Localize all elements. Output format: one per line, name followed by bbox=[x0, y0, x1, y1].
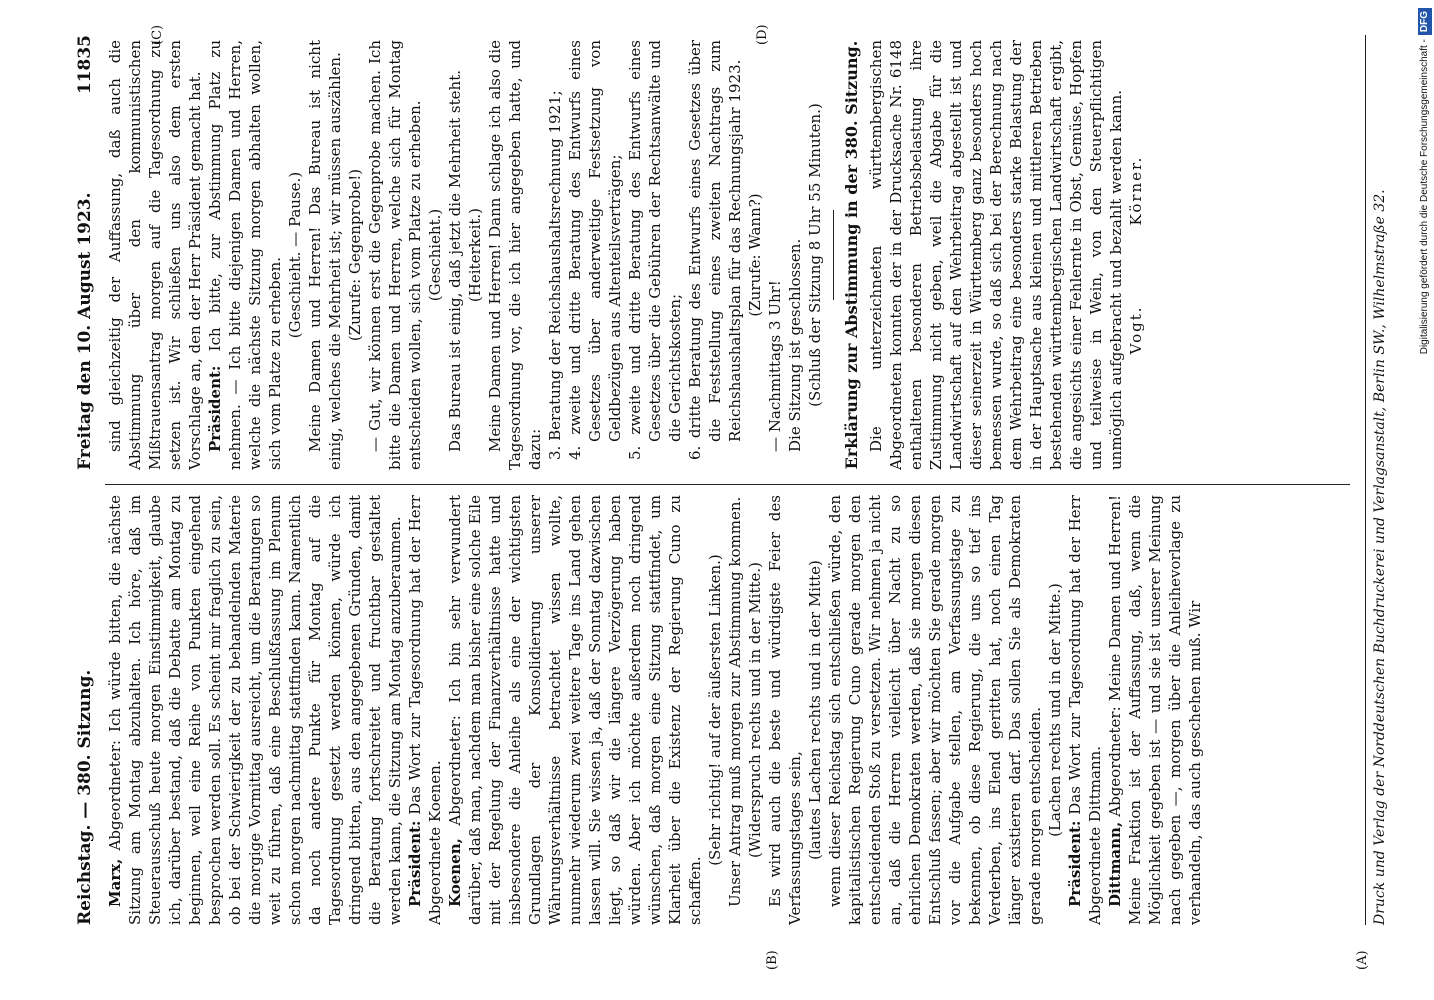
paragraph-text: wenn dieser Reichstag sich entschließen würde, den kapitalistischen Regierung Cuno gerade morgen den entscheidenden Stoß zu versetzen. Wir nehmen ja nicht an, daß die Herren vielleicht über Nacht zu so ehrlichen Demokraten werden, daß sie morgen diesen Entschluß fassen; aber wir möchten Sie gerade morgen vor die Aufgabe stellen, am Verfassungstage zu bekennen, ob diese Regierung, die uns so tief ins Verderben, ins Elend geritten hat, noch einen Tag länger existieren darf. Das sollen Sie als Demokraten gerade morgen entscheiden. bbox=[826, 495, 1044, 925]
paragraph bbox=[866, 40, 1126, 470]
paragraph-text: — Gut, wir können erst die Gegenprobe machen. Ich bitte die Damen und Herren, welche sich für Montag entscheiden wollen, sich vom Platze zu erheben. bbox=[366, 40, 424, 470]
agenda-item: 4. zweite und dritte Beratung des Entwurfs eines Gesetzes über anderweitige Festsetzung von Geldbezügen aus Altenteilsverträgen; bbox=[566, 40, 624, 460]
stage-direction: (Geschieht. — Pause.) bbox=[286, 171, 304, 339]
paragraph-text: Abgeordneter: Ich bin sehr verwundert darüber, daß man, nachdem man bisher eine solche Eile mit der Regelung der Finanzverhältnisse hatte und insbesondere die Anleihe als eine der wichtigsten Grundlagen der Konsolidierung unserer Währungsverhältnisse betrachtet wissen wollte, nunmehr wiederum zwei weitere Tage ins Land gehen lassen will. Sie wissen ja, daß der Sonntag dazwischen liegt, so daß wir die längere Verzögerung haben würden. Aber ich möchte außerdem noch dringend wünschen, daß morgen eine Sitzung stattfindet, um Klarheit über die Existenz der Regierung Cuno zu schaffen. bbox=[446, 495, 704, 925]
stage-direction: (Geschieht.) bbox=[426, 208, 444, 302]
paragraph bbox=[405, 495, 445, 925]
paragraph bbox=[445, 40, 465, 470]
footer-imprint: Druck und Verlag der Norddeutschen Buchdruckerei und Verlagsanstalt, Berlin SW., Wilhelmstraße 32. bbox=[1372, 189, 1388, 925]
agenda-item: 3. Beratung der Reichshaushaltsrechnung 1921; bbox=[546, 90, 564, 460]
stage-direction: (lautes Lachen rechts und in der Mitte) bbox=[806, 560, 824, 860]
paragraph-text: Das Bureau ist einig, daß jetzt die Mehrheit steht. bbox=[446, 70, 464, 452]
paragraph bbox=[105, 495, 405, 925]
paragraph-text: sind gleichzeitig der Auffassung, daß auch die Abstimmung über den kommunistischen Mißtrauensantrag morgen auf die Tagesordnung zu setzen ist. Wir schließen uns also dem ersten Vorschlage an, den der Herr Präsident gemacht hat. bbox=[106, 40, 204, 470]
speaker-name: Präsident: bbox=[206, 365, 224, 452]
column-right bbox=[105, 40, 1350, 470]
paragraph-text: Unser Antrag muß morgen zur Abstimmung kommen. bbox=[726, 496, 744, 907]
speaker-name: Dittmann, bbox=[1106, 821, 1124, 907]
stage-direction: (Lachen rechts und in der Mitte.) bbox=[1046, 583, 1064, 837]
paragraph bbox=[365, 40, 425, 470]
margin-marker-b: (B) bbox=[765, 950, 780, 970]
stage-direction: (Heiterkeit.) bbox=[466, 207, 484, 303]
section-rule bbox=[833, 210, 834, 300]
rotated-content bbox=[55, 15, 1415, 980]
paragraph bbox=[765, 495, 805, 925]
paragraph bbox=[785, 40, 805, 470]
paragraph bbox=[205, 40, 285, 470]
paragraph bbox=[305, 40, 345, 470]
paragraph bbox=[105, 40, 205, 470]
footer-rule bbox=[1365, 35, 1366, 925]
paragraph-text: Die Sitzung ist geschlossen. bbox=[786, 238, 804, 452]
stage-direction: (Sehr richtig! auf der äußersten Linken.) bbox=[706, 554, 724, 866]
dfg-credit-text: Digitalisierung gefördert durch die Deutsche Forschungsgemeinschaft - bbox=[1419, 39, 1430, 355]
paragraph bbox=[445, 495, 705, 925]
paragraph bbox=[825, 495, 1045, 925]
dfg-badge: DFG bbox=[1418, 8, 1432, 35]
agenda-item: 6. dritte Beratung des Entwurfs eines Gesetzes über die Feststellung eines zweiten Nachtrags zum Reichshaushaltsplan für das Rechnungsjahr 1923. bbox=[686, 40, 744, 460]
paragraph-text: Ich bitte, zur Abstimmung Platz zu nehmen. — Ich bitte diejenigen Damen und Herren, welche die nächste Sitzung morgen abhalten wollen, sich vom Platze zu erheben. bbox=[206, 40, 284, 470]
paragraph-text: Es wird auch die beste und würdigste Feier des Verfassungstages sein, bbox=[766, 495, 804, 925]
section-heading: Erklärung zur Abstimmung in der 380. Sitzung. bbox=[842, 40, 861, 470]
stage-direction: (Widerspruch rechts und in der Mitte.) bbox=[746, 561, 764, 859]
document-page bbox=[55, 15, 1415, 980]
paragraph bbox=[485, 40, 545, 470]
margin-marker-c: (C) bbox=[150, 24, 165, 45]
margin-marker-d: (D) bbox=[755, 24, 770, 45]
paragraph-text: Die unterzeichneten württembergischen Abgeordneten konnten der in der Drucksache Nr. 6148 enthaltenen besonderen Betriebsbelastung ihre Zustimmung nicht geben, weil die Abgabe für die Landwirtschaft auf den Wehrbeitrag abgestellt ist und dieser seinerzeit in Württemberg ganz besonders hoch bemessen wurde, so daß sich bei der Berechnung nach dem Wehrbeitrag eine besonders starke Belastung der in der Hauptsache aus kleinen und mittleren Betrieben bestehenden württembergischen Landwirtschaft ergibt, die angesichts einer Fehlernte in Obst, Gemüse, Hopfen und teilweise in Wein, von den Steuerpflichtigen unmöglich aufgebracht und bezahlt werden kann. bbox=[867, 40, 1125, 470]
agenda-item: 5. zweite und dritte Beratung des Entwurfs eines Gesetzes über die Gebühren der Rechtsanwälte und die Gerichtskosten; bbox=[626, 40, 684, 460]
signatures bbox=[1126, 40, 1146, 470]
paragraph-text: Abgeordneter: Meine Damen und Herren! Meine Fraktion ist der Auffassung, daß, wenn die Möglichkeit gegeben ist — und sie ist unserer Meinung nach gegeben —, morgen über die Anleihevorlage zu verhandeln, das auch geschehen muß. Wir bbox=[1106, 495, 1204, 925]
paragraph-text: Meine Damen und Herren! Das Bureau ist nicht einig, welches die Mehrheit ist; wir müssen auszählen. bbox=[306, 40, 344, 470]
paragraph bbox=[765, 40, 785, 470]
paragraph bbox=[1065, 495, 1105, 925]
column-divider bbox=[105, 484, 1350, 485]
stage-direction: (Zurufe: Gegenprobe!) bbox=[346, 168, 364, 342]
speaker-name: Koenen, bbox=[446, 838, 464, 907]
paragraph bbox=[725, 495, 745, 925]
dfg-sidebar bbox=[1418, 8, 1432, 992]
stage-direction: (Schluß der Sitzung 8 Uhr 55 Minuten.) bbox=[806, 103, 824, 407]
paragraph-text: — Nachmittags 3 Uhr! bbox=[766, 280, 784, 452]
paragraph-text: Abgeordneter: Ich würde bitten, die nächste Sitzung am Montag abzuhalten. Ich höre, daß im Steuerausschuß heute morgen Einstimmigkeit, glaube ich, darüber bestand, daß die Debatte am Montag zu beginnen, weil eine Reihe von Punkten eingehend besprochen werden soll. Es scheint mir fraglich zu sein, ob bei der Schwierigkeit der zu behandelnden Materie die morgige Vormittag ausreicht, um die Beratungen so weit zu führen, daß eine Beschlußfassung im Plenum schon morgen nachmittag stattfinden kann. Namentlich da noch andere Punkte für Montag auf die Tagesordnung gesetzt werden können, würde ich dringend bitten, aus den angegebenen Gründen, damit die Beratung fortschreitet und fruchtbar gestaltet werden kann, die Sitzung am Montag anzuberaumen. bbox=[106, 495, 404, 925]
paragraph-text: Das Wort zur Tagesordnung hat der Herr Abgeordnete Dittmann. bbox=[1066, 495, 1104, 925]
page-header bbox=[55, 15, 105, 980]
signature-name: Vogt. bbox=[1127, 305, 1145, 355]
stage-direction: (Zurufe: Wann?) bbox=[746, 193, 764, 317]
speaker-name: Präsident: bbox=[1066, 820, 1084, 907]
paragraph-text: Das Wort zur Tagesordnung hat der Herr Abgeordnete Koenen. bbox=[406, 495, 444, 925]
page-number: 11835 bbox=[75, 35, 95, 95]
dfg-credit bbox=[1418, 8, 1432, 992]
header-left: Reichstag. — 380. Sitzung. bbox=[75, 669, 95, 925]
margin-marker-a: (A) bbox=[1355, 950, 1370, 970]
header-right: Freitag den 10. August 1923. bbox=[75, 192, 95, 470]
column-left bbox=[105, 495, 1350, 925]
paragraph-text: Meine Damen und Herren! Dann schlage ich also die Tagesordnung vor, die ich hier angegeben hatte, und dazu: bbox=[486, 40, 544, 470]
signature-name: Körner. bbox=[1127, 155, 1145, 226]
speaker-name: Marx, bbox=[106, 858, 124, 907]
paragraph bbox=[1105, 495, 1205, 925]
agenda-list bbox=[545, 40, 745, 470]
speaker-name: Präsident: bbox=[406, 820, 424, 907]
page-footer bbox=[1365, 35, 1405, 925]
